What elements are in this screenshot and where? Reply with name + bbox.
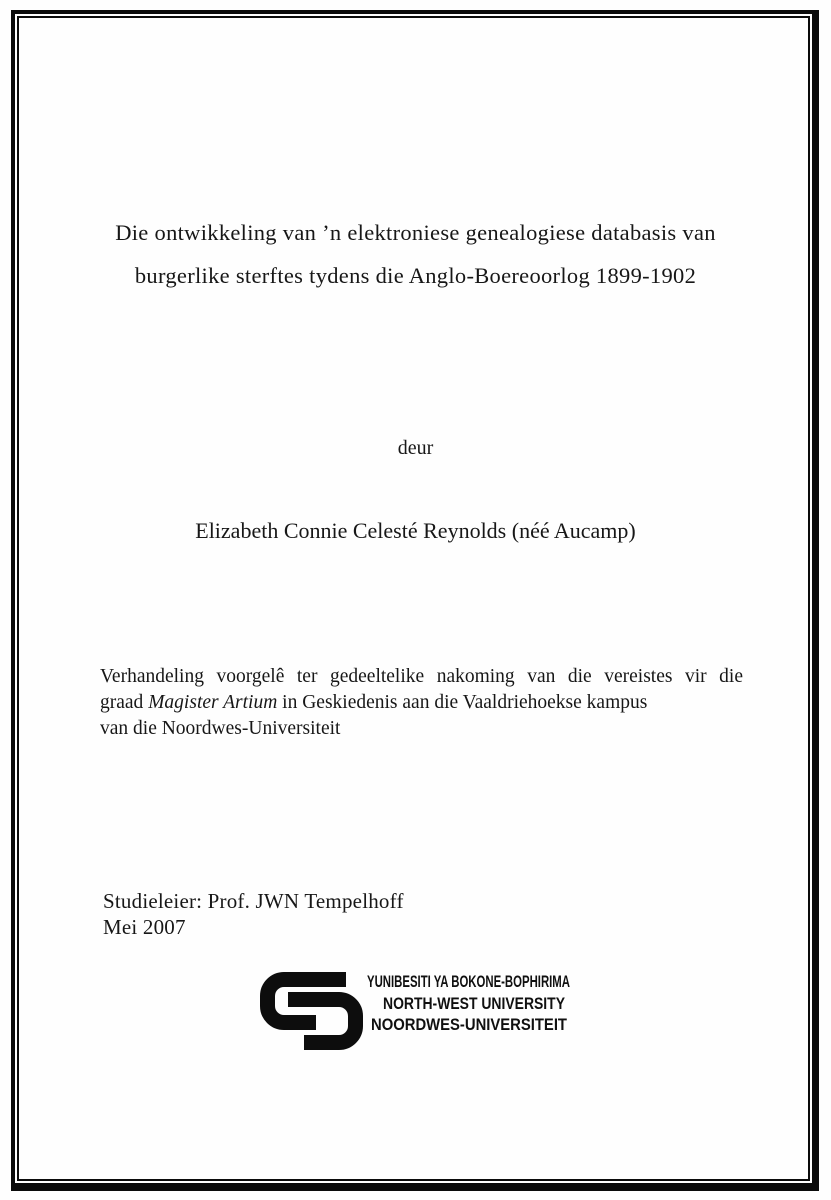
- nwu-chain-link-logo-mark: [268, 980, 356, 1043]
- date-line: Mei 2007: [103, 915, 186, 939]
- thesis-title-line2: burgerlike sterftes tydens die Anglo-Boereoorlog 1899-1902: [134, 263, 697, 288]
- north-west-university-logo: [258, 970, 578, 1052]
- byline-label: deur: [397, 437, 434, 459]
- logo-text-afrikaans: NOORDWES-UNIVERSITEIT: [371, 1015, 568, 1034]
- thesis-title: [60, 211, 771, 297]
- degree-statement: [100, 664, 743, 742]
- supervisor-line: Studieleier: Prof. JWN Tempelhoff: [103, 889, 404, 913]
- logo-text-setswana: YUNIBESITI YA BOKONE-BOPHIRIMA: [367, 972, 570, 991]
- supervisor-block: [103, 888, 404, 940]
- degree-statement-line1: Verhandeling voorgelê ter gedeeltelike nakoming van die vereistes vir die: [100, 666, 743, 687]
- degree-statement-line2-pre: graad: [100, 692, 149, 713]
- author-name: Elizabeth Connie Celesté Reynolds (néé Aucamp): [195, 518, 636, 543]
- thesis-title-line1: Die ontwikkeling van ’n elektroniese genealogiese databasis van: [115, 220, 716, 245]
- degree-statement-line2: [100, 690, 743, 716]
- degree-statement-line3: van die Noordwes-Universiteit: [100, 718, 341, 739]
- degree-name-italic: Magister Artium: [148, 692, 278, 713]
- degree-statement-line2-post: in Geskiedenis aan die Vaaldriehoekse kampus: [277, 692, 648, 713]
- logo-text-english: NORTH-WEST UNIVERSITY: [383, 994, 566, 1013]
